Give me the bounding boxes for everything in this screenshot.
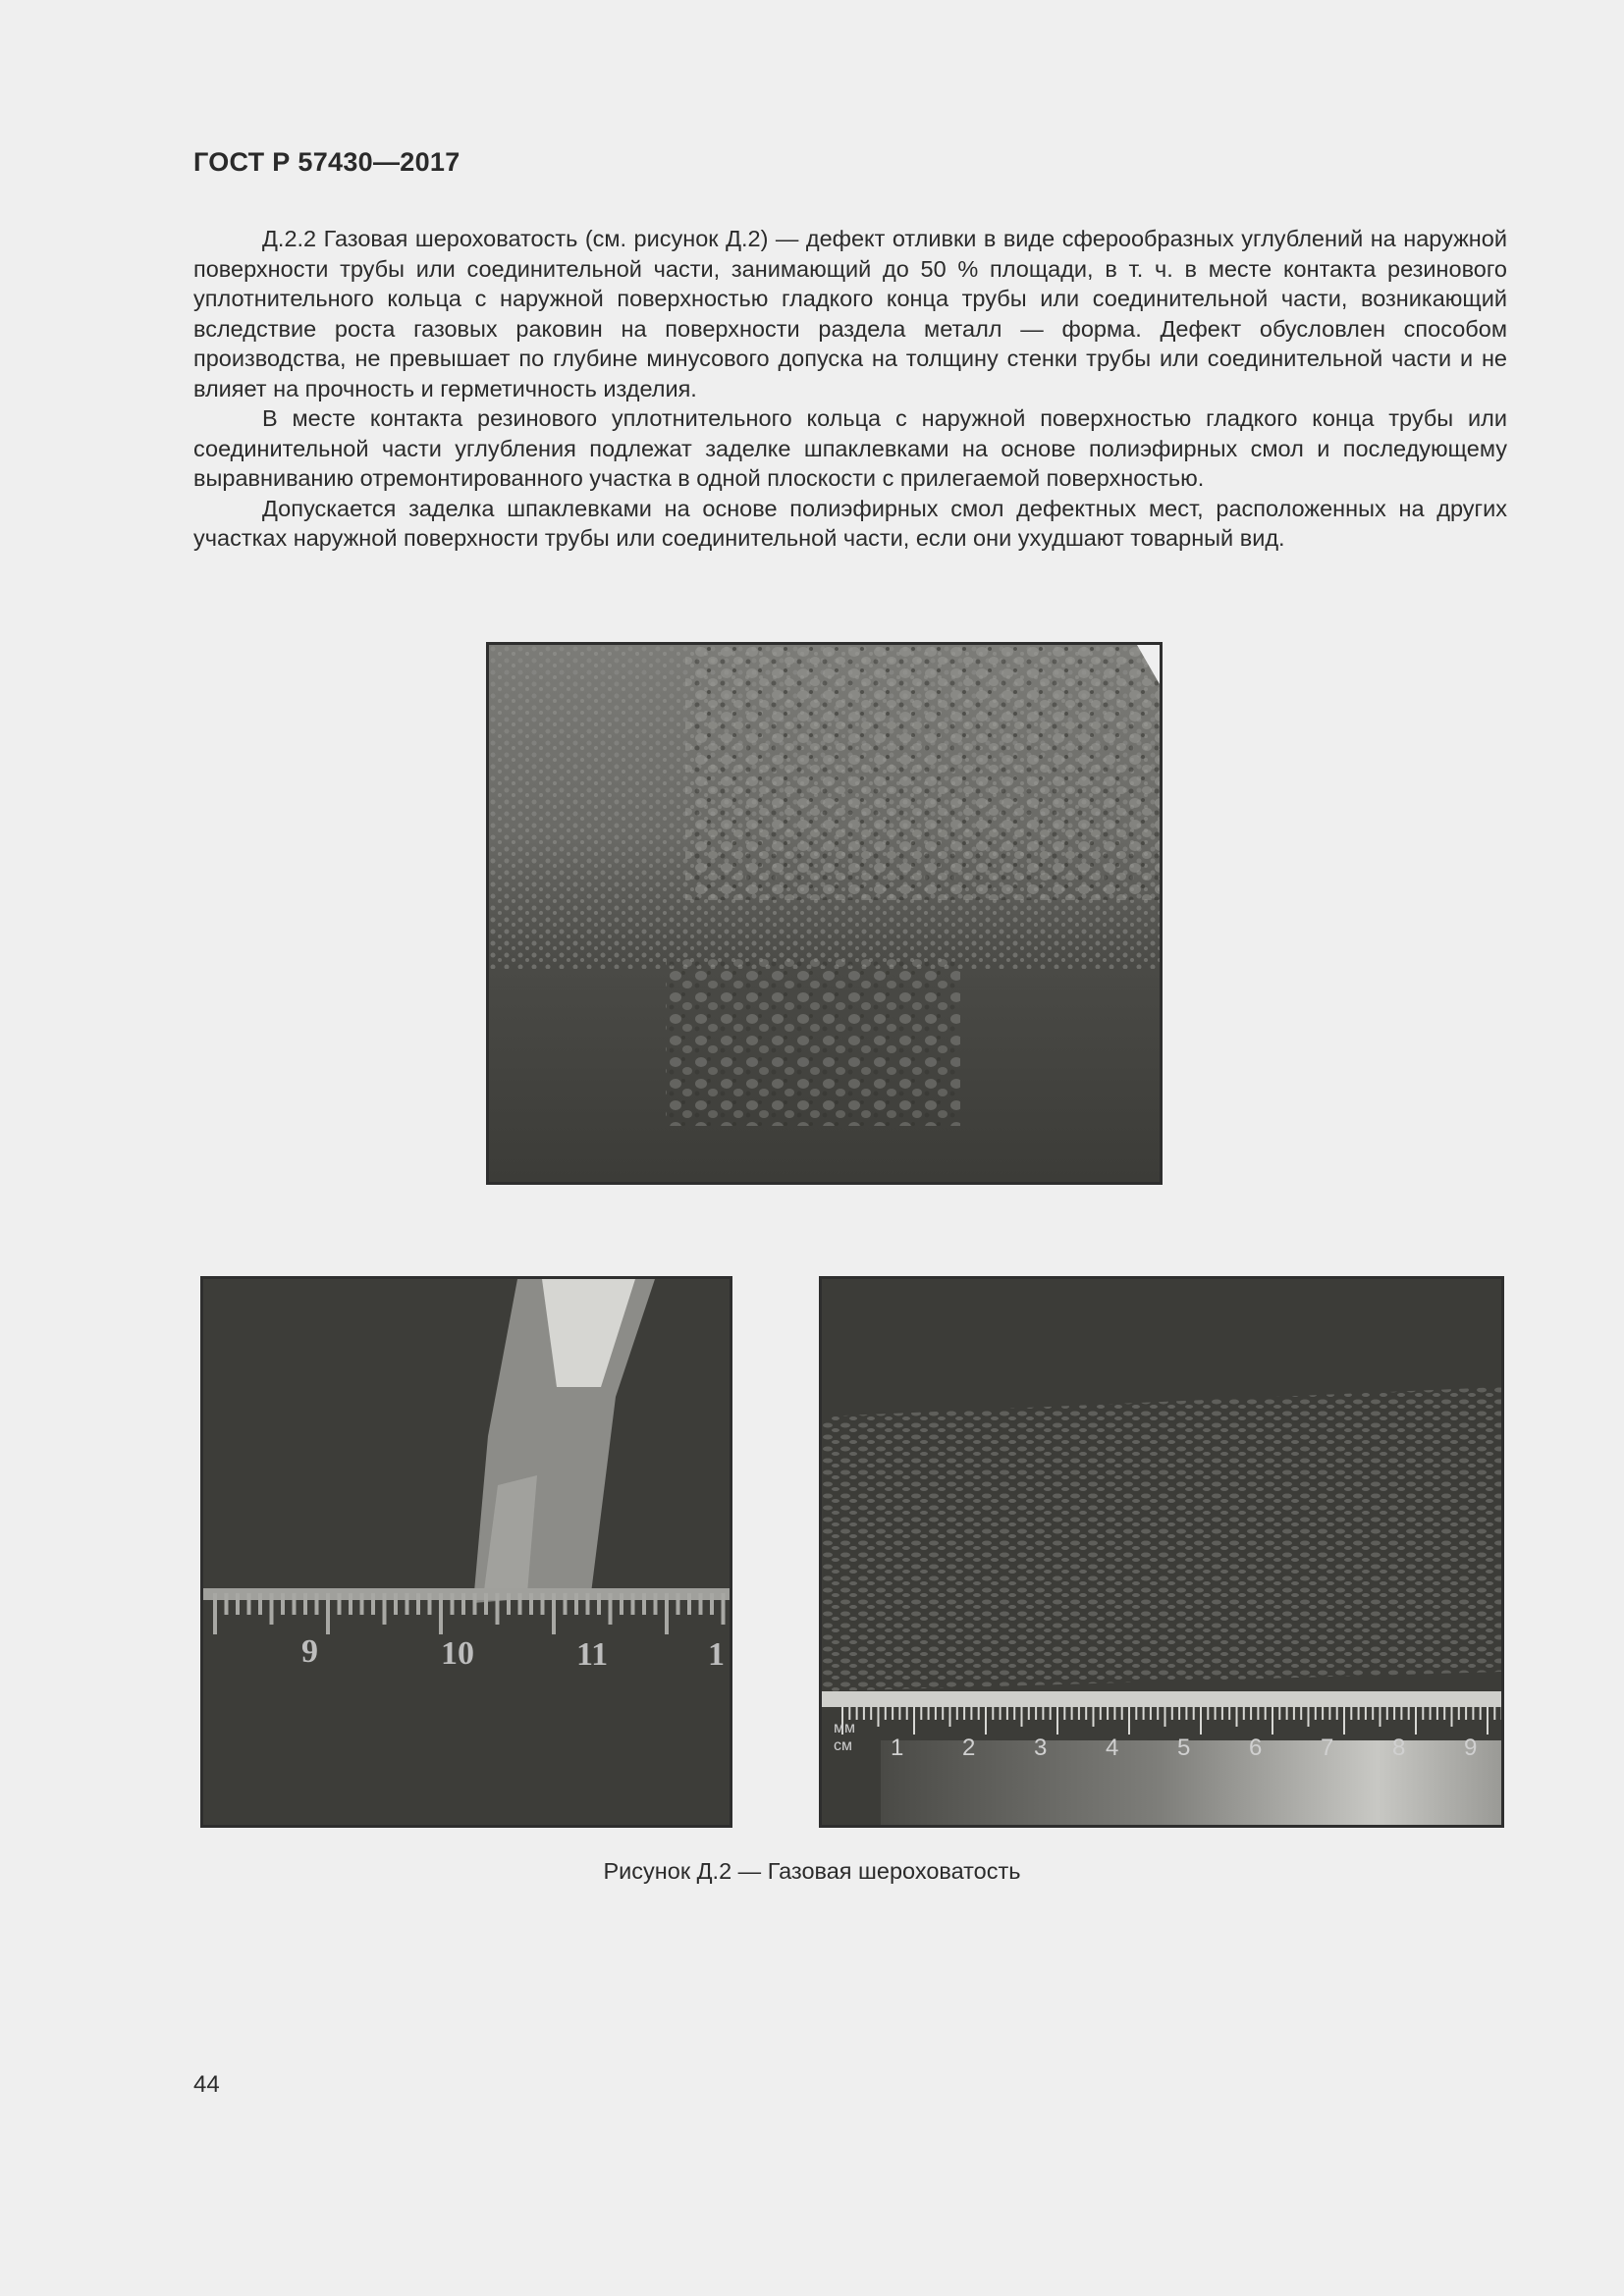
ruler-tick [461, 1593, 465, 1615]
ruler-tick [1430, 1707, 1432, 1720]
ruler-tick [1050, 1707, 1052, 1720]
ruler-tick [1078, 1707, 1080, 1720]
ruler-tick [1250, 1707, 1252, 1720]
ruler-tick [1215, 1707, 1217, 1720]
ruler-tick [856, 1707, 858, 1720]
page-number: 44 [193, 2071, 220, 2098]
ruler-tick [1035, 1707, 1037, 1720]
ruler-tick [1265, 1707, 1267, 1720]
ruler-tick [213, 1593, 217, 1634]
ruler-tick [878, 1707, 880, 1727]
ruler-tick [1380, 1707, 1381, 1727]
ruler-tick [507, 1593, 511, 1615]
ruler-tick [1143, 1707, 1145, 1720]
ruler-tick [225, 1593, 229, 1615]
ruler-tick [451, 1593, 455, 1615]
ruler-tick [1021, 1707, 1023, 1727]
paragraph-3: Допускается заделка шпаклевками на основе полиэфирных смол дефектных мест, расположенных на других участках наружной поверхности трубы или соединительной части, если они ухудшают товарный вид. [193, 495, 1507, 551]
ruler-tick [281, 1593, 285, 1615]
ruler-tick [406, 1593, 409, 1615]
ruler-tick [654, 1593, 658, 1615]
ruler-tick [1386, 1707, 1388, 1720]
ruler-tick [1293, 1707, 1295, 1720]
ruler-tick [529, 1593, 533, 1615]
ruler-tick [1422, 1707, 1424, 1720]
ruler-tick [1480, 1707, 1482, 1720]
ruler-tick [1472, 1707, 1474, 1720]
ruler-tick [1465, 1707, 1467, 1720]
ruler-right-label-2: 2 [962, 1735, 976, 1761]
ruler-tick [439, 1593, 443, 1634]
ruler-tick [620, 1593, 623, 1615]
ruler-tick [1028, 1707, 1030, 1720]
ruler-tick [710, 1593, 714, 1615]
ruler-tick [383, 1593, 387, 1625]
ruler-tick [863, 1707, 865, 1720]
ruler-tick [564, 1593, 568, 1615]
ruler-tick [1308, 1707, 1310, 1727]
ruler-tick [496, 1593, 500, 1625]
ruler-tick [1350, 1707, 1352, 1720]
ruler-tick [970, 1707, 972, 1720]
ruler-tick [609, 1593, 613, 1625]
ruler-tick [928, 1707, 930, 1720]
ruler-tick [985, 1707, 987, 1735]
photo-surface-with-ruler [819, 1276, 1504, 1828]
ruler-right-label-8: 8 [1392, 1735, 1406, 1761]
ruler-tick [473, 1593, 477, 1615]
figure-caption: Рисунок Д.2 — Газовая шероховатость [603, 1858, 1021, 1884]
ruler-tick [1193, 1707, 1195, 1720]
ruler-tick [1128, 1707, 1130, 1735]
ruler-tick [1493, 1707, 1495, 1720]
ruler-tick [258, 1593, 262, 1615]
ruler-tick [1415, 1707, 1417, 1735]
ruler-unit-mm: мм [834, 1720, 855, 1736]
ruler-tick [552, 1593, 556, 1634]
ruler-tick [848, 1707, 850, 1720]
ruler-tick [1006, 1707, 1008, 1720]
ruler-tick [1221, 1707, 1223, 1720]
ruler-unit-cm: см [834, 1737, 852, 1754]
ruler-tick [920, 1707, 922, 1720]
ruler-tick [1487, 1707, 1489, 1735]
ruler-right-label-9: 9 [1464, 1735, 1478, 1761]
ruler-tick [236, 1593, 240, 1615]
ruler-tick [906, 1707, 908, 1720]
ruler-left-label-10: 10 [441, 1635, 474, 1672]
ruler-tick [1236, 1707, 1238, 1727]
paragraph-1: Д.2.2 Газовая шероховатость (см. рисунок Д.2) — дефект отливки в виде сферообразных углублений на наружной поверхности трубы или соединительной части, занимающий до 50 % площади, в т. ч. в месте контакта резинового уплотнительного кольца с наружной поверхностью гладкого конца трубы или соединительной части, возникающий вследствие роста газовых раковин на поверхности раздела металл — форма. Дефект обусловлен способом производства, не превышает по глубине минусового допуска на толщину стенки трубы или соединительной части и не влияет на прочность и герметичность изделия. [193, 226, 1507, 401]
ruler-tick [665, 1593, 669, 1634]
ruler-tick [270, 1593, 274, 1625]
ruler-tick [885, 1707, 887, 1720]
ruler-tick [1164, 1707, 1166, 1727]
ruler-tick [1113, 1707, 1115, 1720]
ruler-tick [1071, 1707, 1073, 1720]
ruler-tick [338, 1593, 342, 1615]
ruler-tick [1328, 1707, 1330, 1720]
ruler-right-label-4: 4 [1106, 1735, 1119, 1761]
ruler-tick [1085, 1707, 1087, 1720]
ruler-photo-graphic [203, 1279, 730, 1825]
photo-ruler-closeup [200, 1276, 732, 1828]
ruler-tick [428, 1593, 432, 1615]
ruler-tick [303, 1593, 307, 1615]
ruler-right-label-7: 7 [1321, 1735, 1334, 1761]
ruler-tick [1013, 1707, 1015, 1720]
ruler-tick [1315, 1707, 1317, 1720]
ruler-right-label-3: 3 [1034, 1735, 1048, 1761]
document-header: ГОСТ Р 57430—2017 [193, 147, 460, 177]
ruler-tick [394, 1593, 398, 1615]
ruler-tick [1393, 1707, 1395, 1720]
photo-surface-closeup [486, 642, 1163, 1185]
ruler-right-label-5: 5 [1177, 1735, 1191, 1761]
ruler-tick [1286, 1707, 1288, 1720]
ruler-tick [687, 1593, 691, 1615]
ruler-tick [247, 1593, 251, 1615]
ruler-tick [1300, 1707, 1302, 1720]
ruler-tick [1400, 1707, 1402, 1720]
ruler-tick [992, 1707, 994, 1720]
ruler-right-label-1: 1 [891, 1735, 904, 1761]
ruler-tick [1272, 1707, 1273, 1735]
ruler-tick [1093, 1707, 1095, 1727]
ruler-tick [574, 1593, 578, 1615]
ruler-tick [1257, 1707, 1259, 1720]
ruler-tick [870, 1707, 872, 1720]
ruler-tick [1358, 1707, 1360, 1720]
ruler-tick [1042, 1707, 1044, 1720]
ruler-tick [1408, 1707, 1410, 1720]
ruler-tick [1056, 1707, 1058, 1735]
ruler-tick [956, 1707, 958, 1720]
ruler-tick [963, 1707, 965, 1720]
ruler-tick [631, 1593, 635, 1615]
paragraph-2: В месте контакта резинового уплотнительного кольца с наружной поверхностью гладкого конца трубы или соединительной части углубления подлежат заделке шпаклевками на основе полиэфирных смол и последующему выравниванию отремонтированного участка в одной плоскости с прилегаемой поверхностью. [193, 405, 1507, 491]
ruler-tick [1000, 1707, 1001, 1720]
ruler-tick [416, 1593, 420, 1615]
ruler-tick [1178, 1707, 1180, 1720]
ruler-tick [1243, 1707, 1245, 1720]
ruler-tick [360, 1593, 364, 1615]
ruler-tick [518, 1593, 522, 1615]
ruler-left-label-11: 11 [576, 1636, 609, 1673]
ruler-tick [484, 1593, 488, 1615]
ruler-tick [722, 1593, 726, 1625]
ruler-tick [349, 1593, 352, 1615]
ruler-tick [1135, 1707, 1137, 1720]
ruler-tick [913, 1707, 915, 1735]
ruler-tick [677, 1593, 680, 1615]
ruler-tick [586, 1593, 590, 1615]
ruler-tick [898, 1707, 900, 1720]
ruler-tick [1185, 1707, 1187, 1720]
ruler-tick [942, 1707, 944, 1720]
ruler-tick [1343, 1707, 1345, 1735]
ruler-tick [1207, 1707, 1209, 1720]
ruler-tick [1436, 1707, 1438, 1720]
ruler-tick [892, 1707, 893, 1720]
surface-ruler-graphic [822, 1279, 1501, 1825]
ruler-tick [642, 1593, 646, 1615]
ruler-tick [1443, 1707, 1445, 1720]
ruler-tick [293, 1593, 297, 1615]
ruler-tick [1121, 1707, 1123, 1720]
ruler-tick [541, 1593, 545, 1615]
ruler-left-label-12: 1 [708, 1636, 725, 1673]
ruler-tick [1107, 1707, 1109, 1720]
ruler-tick [699, 1593, 703, 1615]
ruler-tick [1157, 1707, 1159, 1720]
ruler-tick [1063, 1707, 1065, 1720]
ruler-tick [371, 1593, 375, 1615]
ruler-left-label-9: 9 [301, 1633, 318, 1670]
ruler-tick [1372, 1707, 1374, 1720]
ruler-tick [597, 1593, 601, 1615]
body-text [193, 224, 1507, 554]
ruler-tick [935, 1707, 937, 1720]
ruler-tick [1171, 1707, 1173, 1720]
ruler-right-label-6: 6 [1249, 1735, 1263, 1761]
ruler-tick [949, 1707, 951, 1727]
ruler-tick [1336, 1707, 1338, 1720]
ruler-tick [326, 1593, 330, 1634]
ruler-tick [1365, 1707, 1367, 1720]
ruler-tick [978, 1707, 980, 1720]
surface-texture-graphic [489, 645, 1160, 1182]
ruler-tick [1458, 1707, 1460, 1720]
ruler-tick [1200, 1707, 1202, 1735]
ruler-tick [1150, 1707, 1152, 1720]
ruler-tick [1228, 1707, 1230, 1720]
ruler-tick [1322, 1707, 1324, 1720]
ruler-tick [1278, 1707, 1280, 1720]
ruler-tick [1100, 1707, 1102, 1720]
ruler-tick [1451, 1707, 1453, 1727]
ruler-tick [315, 1593, 319, 1615]
